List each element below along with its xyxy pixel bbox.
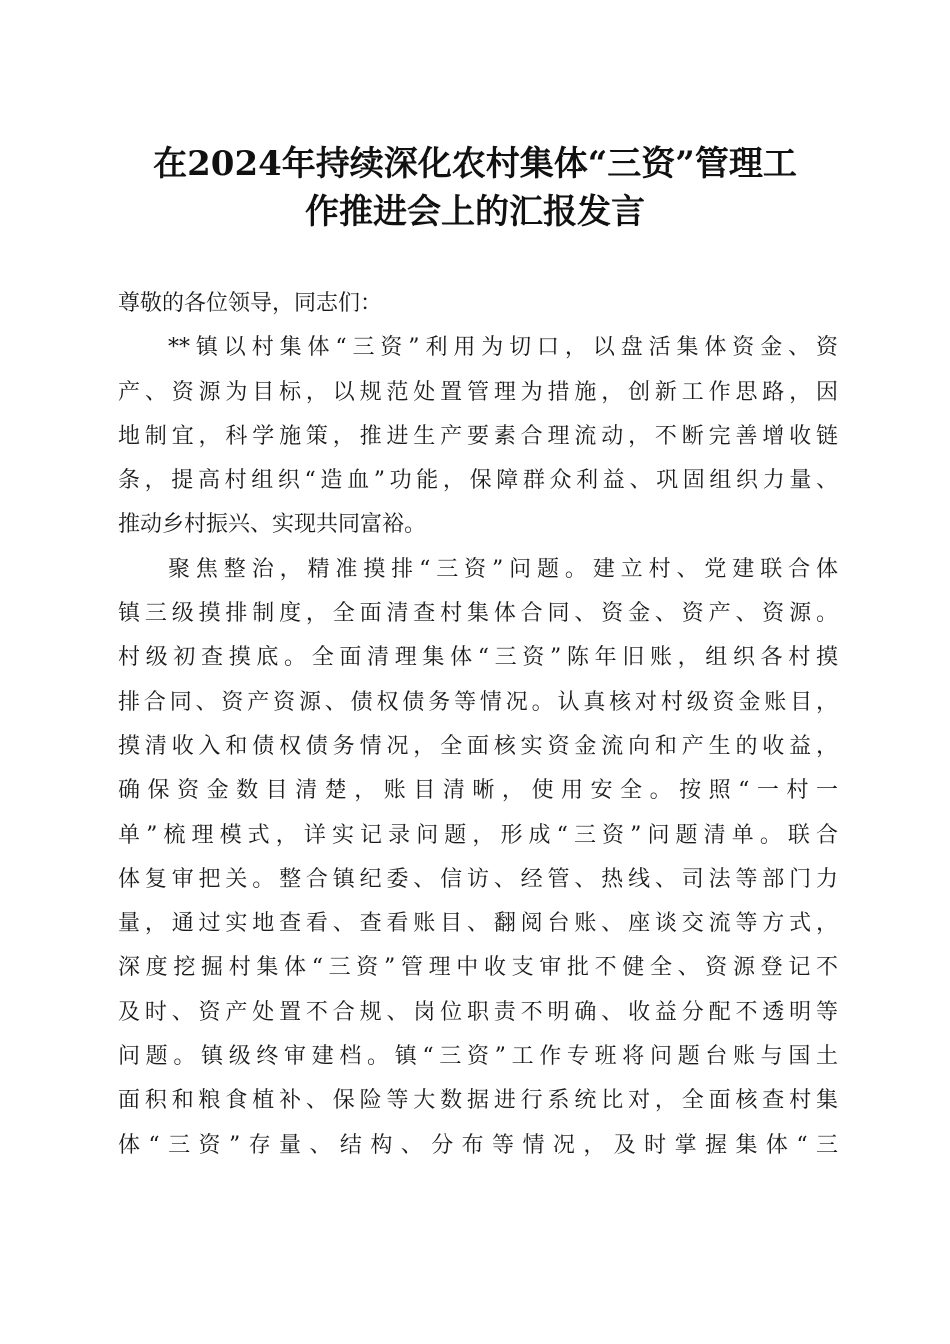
paragraph-line: 摸清收入和债权债务情况，全面核实资金流向和产生的收益， (118, 733, 838, 759)
paragraph-line: 面积和粮食植补、保险等大数据进行系统比对，全面核查村集 (118, 1088, 838, 1114)
salutation: 尊敬的各位领导，同志们： (118, 291, 383, 316)
paragraph-line: 条，提高村组织“造血”功能，保障群众利益、巩固组织力量、 (118, 468, 838, 494)
paragraph-line: 及时、资产处置不合规、岗位职责不明确、收益分配不透明等 (118, 999, 838, 1025)
document-title (100, 140, 850, 236)
paragraph-line: 地制宜，科学施策，推进生产要素合理流动，不断完善增收链 (118, 423, 838, 449)
paragraph-2 (118, 548, 838, 1168)
title-line-2: 作推进会上的汇报发言 (305, 192, 645, 232)
paragraph-line: 村级初查摸底。全面清理集体“三资”陈年旧账，组织各村摸 (118, 645, 838, 671)
paragraph-line: 聚焦整治，精准摸排“三资”问题。建立村、党建联合体 (168, 556, 838, 582)
paragraph-line: 镇三级摸排制度，全面清查村集体合同、资金、资产、资源。 (118, 601, 838, 627)
paragraph-line: 产、资源为目标，以规范处置管理为措施，创新工作思路，因 (118, 379, 838, 405)
paragraph-line: 排合同、资产资源、债权债务等情况。认真核对村级资金账目， (118, 689, 838, 715)
paragraph-line: 确保资金数目清楚，账目清晰，使用安全。按照“一村一 (118, 778, 838, 804)
paragraph-line: 单”梳理模式，详实记录问题，形成“三资”问题清单。联合 (118, 822, 838, 848)
paragraph-line: 量，通过实地查看、查看账目、翻阅台账、座谈交流等方式， (118, 911, 838, 937)
paragraph-line: 问题。镇级终审建档。镇“三资”工作专班将问题台账与国土 (118, 1044, 838, 1070)
paragraph-line: 深度挖掘村集体“三资”管理中收支审批不健全、资源登记不 (118, 955, 838, 981)
paragraph-line: **镇以村集体“三资”利用为切口，以盘活集体资金、资 (168, 335, 838, 361)
paragraph-line: 推动乡村振兴、实现共同富裕。 (118, 512, 427, 538)
paragraph-line: 体“三资”存量、结构、分布等情况，及时掌握集体“三 (118, 1132, 838, 1158)
title-line-1: 在2024年持续深化农村集体“三资”管理工 (153, 144, 797, 184)
paragraph-1 (118, 326, 838, 547)
paragraph-line: 体复审把关。整合镇纪委、信访、经管、热线、司法等部门力 (118, 866, 838, 892)
document-body (118, 282, 838, 1168)
